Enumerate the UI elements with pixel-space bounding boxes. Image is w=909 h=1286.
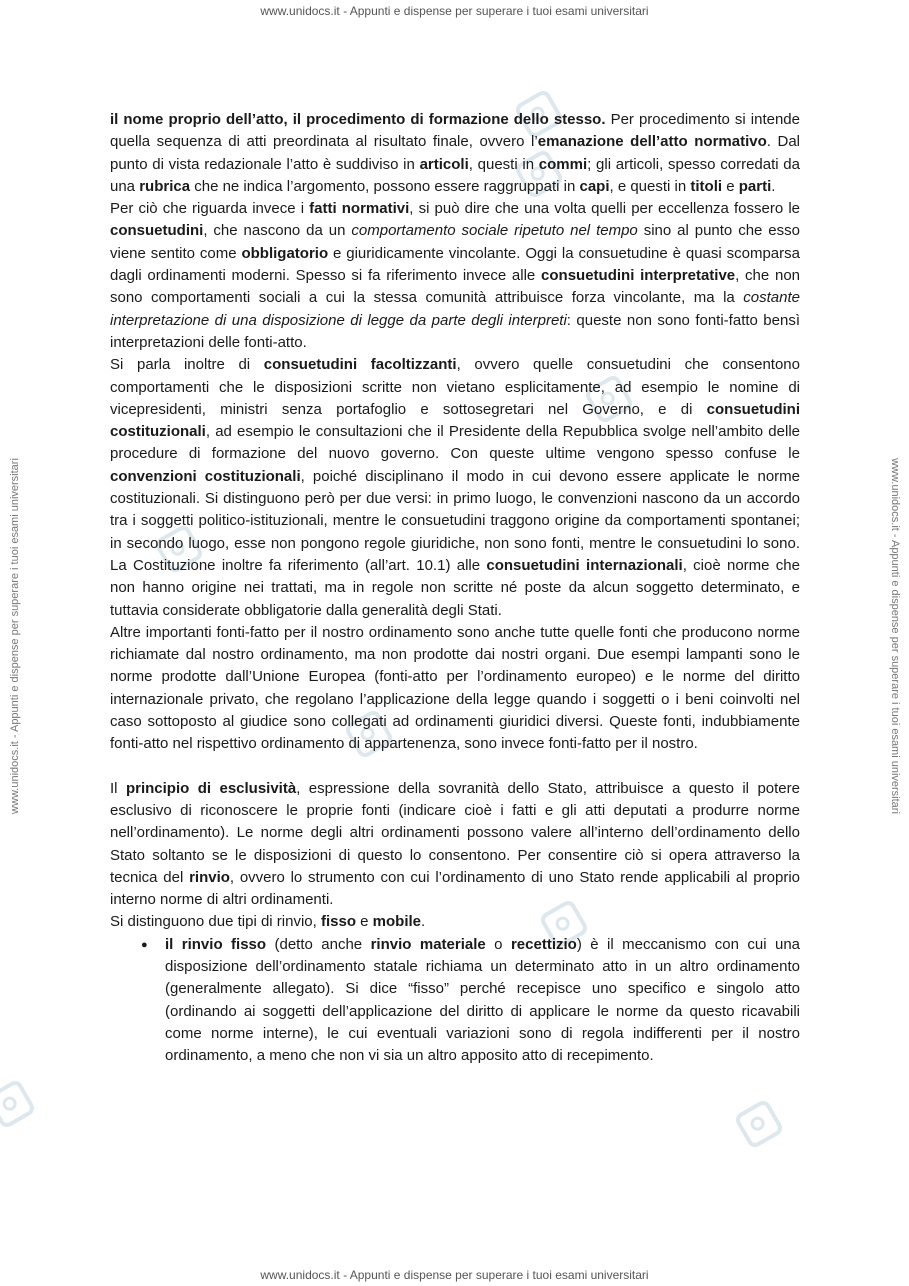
text: Per procedimento si intende quella sequenza di atti preordinata al risultato finale, ovvero l’: [110, 111, 800, 151]
text-bold: commi: [538, 155, 588, 173]
paragraph-fatti-normativi: [110, 198, 800, 354]
watermark-logo-icon: [733, 1098, 785, 1150]
text: , e questi in: [609, 177, 691, 195]
text: e: [722, 177, 739, 195]
text: e: [355, 913, 373, 931]
paragraph-gap: [110, 756, 800, 778]
text-bold: parti: [738, 177, 772, 195]
text-bold: fisso: [320, 913, 356, 931]
text-italic: costante interpretazione di una disposizione di legge da parte degli interpreti: [110, 289, 800, 329]
text-bold: rinvio: [189, 868, 230, 886]
text-bold: il nome proprio dell’atto, il procedimento di formazione dello stesso.: [110, 111, 606, 128]
text: , ovvero lo strumento con cui l’ordinamento di uno Stato rende applicabili al proprio interno norme di altri ordinamenti.: [110, 868, 800, 909]
text-bold: titoli: [690, 177, 723, 195]
text: , che nascono da un: [203, 222, 352, 240]
text: , espressione della sovranità dello Stato, attribuisce a questo il potere esclusivo di riconoscere le proprie fonti (indicare cioè i fatti e gli atti deputati a produrre norme nell’ordinamento). Le norme degli altri ordinamenti possono valere all’interno dell’ordinamento dello Stato soltanto se le disposizioni di questo lo consentono. Per consentire ciò si opera attraverso la tecnica del: [110, 779, 800, 886]
text: ; gli articoli, spesso corredati da una: [110, 155, 800, 195]
text: , questi in: [468, 155, 539, 173]
document-body: [110, 109, 800, 1067]
text-bold: capi: [579, 177, 610, 195]
text: o: [485, 935, 511, 953]
right-side-watermark: www.unidocs.it - Appunti e dispense per superare i tuoi esami universitari: [889, 458, 901, 814]
text: ) è il meccanismo con cui una disposizione dell’ordinamento statale richiama un determinato atto in un altro ordinamento (generalmente allegato). Si dice “fisso” perché recepisce uno specifico e singolo atto (ordinando ai soggetti dell’applicazione del diritto di applicare le norme da questo ricavabili come norme interne), le cui eventuali variazioni sono di regola indifferenti per il nostro ordinamento, a meno che non vi sia un altro apposito atto di recepimento.: [165, 935, 801, 1065]
text: .: [771, 177, 776, 195]
text: (detto anche: [266, 935, 371, 953]
text-bold: principio di esclusività: [125, 779, 297, 797]
paragraph-fonti-fatto: [110, 622, 800, 756]
text-bold: rubrica: [139, 177, 191, 195]
paragraph-principio-esclusivita: [110, 778, 800, 912]
text-bold: mobile: [372, 913, 422, 931]
text: , ad esempio le consultazioni che il Presidente della Repubblica svolge nell’ambito delle procedure di formazione del nuovo governo. Con queste ultime vengono spesso confuse le: [110, 423, 800, 463]
text: .: [421, 913, 426, 931]
text-bold: consuetudini interpretative: [541, 267, 736, 285]
text: Si distinguono due tipi di rinvio,: [110, 913, 321, 931]
text: sino al punto che esso viene sentito come: [110, 222, 800, 262]
text: Si parla inoltre di: [110, 356, 264, 374]
left-side-watermark: www.unidocs.it - Appunti e dispense per superare i tuoi esami universitari: [9, 458, 21, 814]
text: Altre importanti fonti-fatto per il nostro ordinamento sono anche tutte quelle fonti che producono norme richiamate dal nostro ordinamento, ma non prodotte dai nostri organi. Due esempi lampanti sono le norme prodotte dall’Unione Europea (fonti-atto per l’ordinamento europeo) e le norme del diritto internazionale privato, che regolano l’applicazione della legge quando i soggetti o i beni coinvolti nel caso sottoposto al giudice sono collegati ad ordinamenti giuridici diversi. Queste fonti, indubbiamente fonti-atto nel rispettivo ordinamento di appartenenza, sono invece fonti-fatto per il nostro.: [110, 623, 800, 753]
text-bold: consuetudini facoltizzanti: [263, 356, 457, 374]
paragraph-tipi-rinvio: [110, 911, 800, 933]
text-bold: fatti normativi: [309, 200, 410, 218]
paragraph-consuetudini: [110, 354, 800, 622]
text-bold: emanazione dell’atto normativo: [537, 133, 767, 151]
text-bold: convenzioni costituzionali: [110, 467, 301, 485]
watermark-logo-icon: [0, 1078, 37, 1130]
text-bold: consuetudini costituzionali: [110, 400, 800, 441]
text-bold: consuetudini: [110, 222, 204, 240]
text: , si può dire che una volta quelli per eccellenza fossero le: [409, 200, 800, 218]
list-item-rinvio-fisso: [165, 934, 800, 1068]
text-bold: il rinvio fisso: [165, 935, 267, 953]
text-bold: obbligatorio: [241, 244, 329, 262]
text: , che non sono comportamenti sociali a cui la stessa comunità attribuisce forza vincolante, ma la: [110, 267, 800, 307]
text: : queste non sono fonti-fatto bensì interpretazioni delle fonti-atto.: [110, 311, 801, 351]
text: , cioè norme che non hanno origine nei trattati, ma in regole non scritte né poste da alcun soggetto determinato, e tuttavia considerate obbligatorie dalla generalità degli Stati.: [110, 556, 800, 619]
text-bold: rinvio materiale: [370, 935, 486, 953]
paragraph-atto-normativo: [110, 109, 800, 198]
text: , ovvero quelle consuetudini che consentono comportamenti che le disposizioni scritte non vietano esplicitamente, ad esempio le nomine di vicepresidenti, ministri senza portafoglio e sottosegretari nel Governo, e di: [110, 356, 800, 418]
text-bold: articoli: [419, 155, 469, 173]
text: , poiché disciplinano il modo in cui devono essere applicate le norme costituzionali. Si distinguono però per due versi: in primo luogo, le convenzioni nascono da un accordo tra i soggetti politico-istituzionali, mentre le consuetudini traggono origine da comportamenti spontanei; in secondo luogo, esse non pongono regole giuridiche, non sono fonti, mentre le consuetudini lo sono. La Costituzione inoltre fa riferimento (all’art. 10.1) alle: [110, 467, 800, 574]
footer-watermark: www.unidocs.it - Appunti e dispense per superare i tuoi esami universitari: [260, 1268, 649, 1282]
text: e giuridicamente vincolante. Oggi la consuetudine è quasi scomparsa dagli ordinamenti moderni. Spesso si fa riferimento invece alle: [110, 244, 800, 285]
bullet-list: [110, 934, 800, 1068]
text-bold: consuetudini internazionali: [486, 556, 683, 574]
header-watermark: www.unidocs.it - Appunti e dispense per superare i tuoi esami universitari: [260, 4, 649, 18]
text: che ne indica l’argomento, possono essere raggruppati in: [190, 177, 580, 195]
text-bold: recettizio: [510, 935, 577, 953]
text: . Dal punto di vista redazionale l’atto è suddiviso in: [110, 133, 801, 173]
text: Per ciò che riguarda invece i: [110, 200, 310, 218]
text-italic: comportamento sociale ripetuto nel tempo: [351, 222, 638, 240]
text: Il: [110, 779, 126, 797]
